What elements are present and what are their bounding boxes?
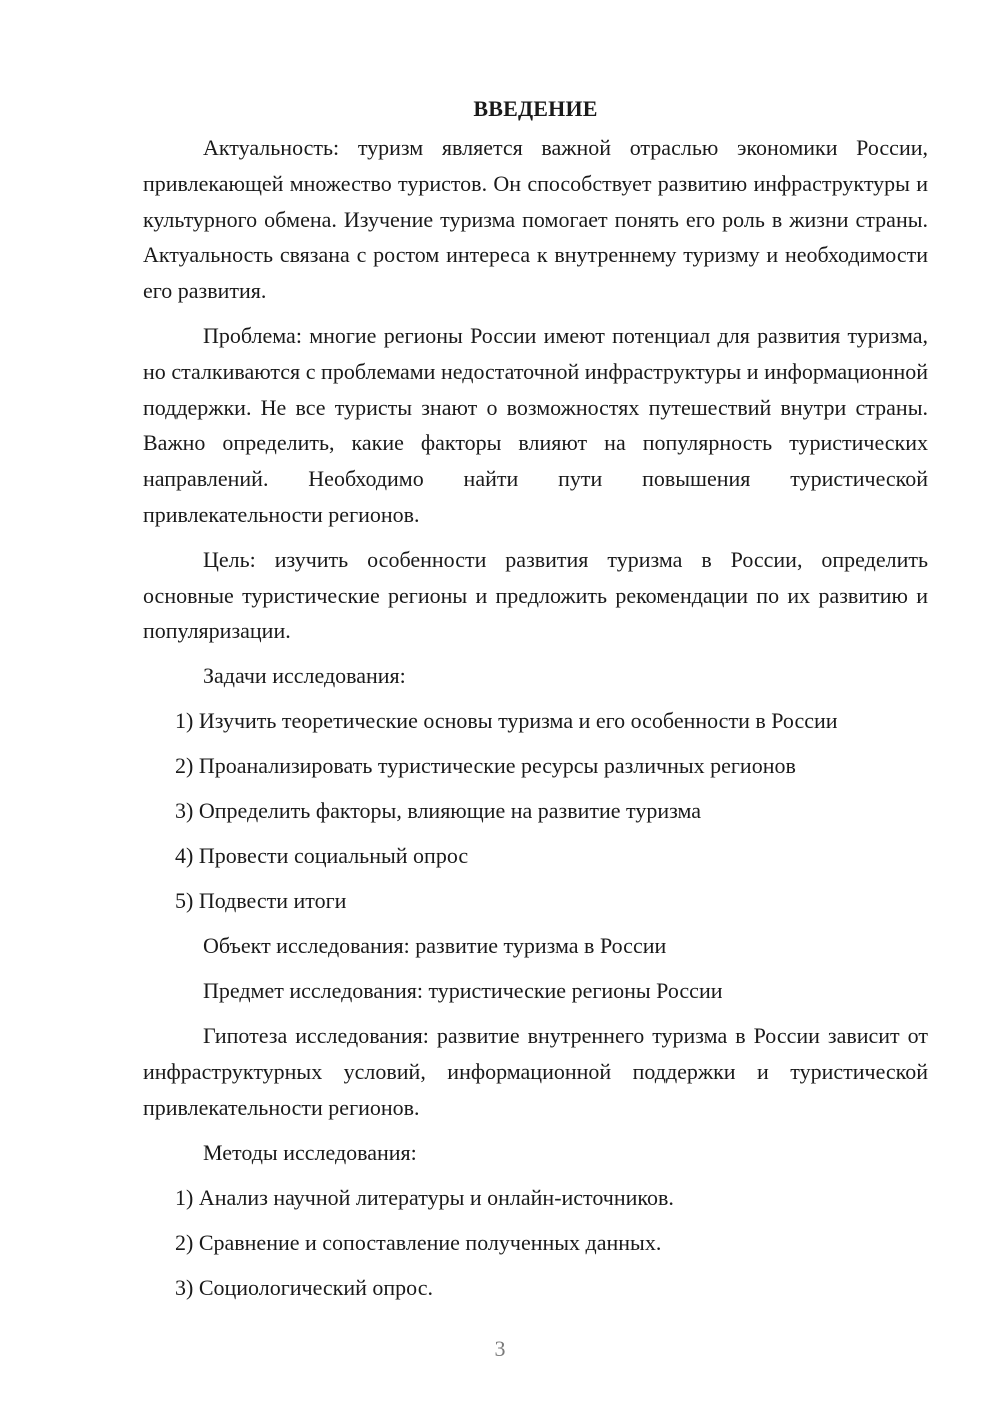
object-line: Объект исследования: развитие туризма в России — [203, 933, 667, 959]
list-item: 5) Подвести итоги — [175, 888, 347, 914]
tasks-list — [143, 703, 928, 919]
problem-paragraph: Проблема: многие регионы России имеют потенциал для развития туризма, но сталкиваются с проблемами недостаточной инфраструктуры и информационной поддержки. Не все туристы знают о возможностях путешествий внутри страны. Важно определить, какие факторы влияют на популярность туристических направлений. Необходимо найти пути повышения туристической привлекательности регионов. — [143, 322, 928, 527]
page-number: 3 — [494, 1336, 506, 1361]
tasks-heading: Задачи исследования: — [203, 663, 406, 689]
list-item: 1) Изучить теоретические основы туризма и его особенности в России — [175, 708, 838, 734]
list-item: 1) Анализ научной литературы и онлайн-источников. — [175, 1184, 674, 1210]
hypothesis-paragraph: Гипотеза исследования: развитие внутреннего туризма в России зависит от инфраструктурных условий, информационной поддержки и туристической привлекательности регионов. — [143, 1023, 928, 1120]
subject-line: Предмет исследования: туристические регионы России — [203, 978, 723, 1004]
list-item: 3) Социологический опрос. — [175, 1274, 433, 1300]
section-title: ВВЕДЕНИЕ — [473, 96, 598, 121]
methods-heading: Методы исследования: — [203, 1139, 417, 1165]
list-item: 2) Сравнение и сопоставление полученных данных. — [175, 1229, 662, 1255]
list-item: 2) Проанализировать туристические ресурсы различных регионов — [175, 753, 796, 779]
methods-list — [143, 1180, 928, 1306]
list-item: 4) Провести социальный опрос — [175, 843, 469, 869]
relevance-paragraph: Актуальность: туризм является важной отраслью экономики России, привлекающей множество туристов. Он способствует развитию инфраструктуры и культурного обмена. Изучение туризма помогает понять его роль в жизни страны. Актуальность связана с ростом интереса к внутреннему туризму и необходимости его развития. — [143, 135, 928, 304]
document-page — [143, 92, 928, 1315]
list-item: 3) Определить факторы, влияющие на развитие туризма — [175, 798, 702, 824]
goal-paragraph: Цель: изучить особенности развития туризма в России, определить основные туристические регионы и предложить рекомендации по их развитию и популяризации. — [143, 546, 928, 644]
